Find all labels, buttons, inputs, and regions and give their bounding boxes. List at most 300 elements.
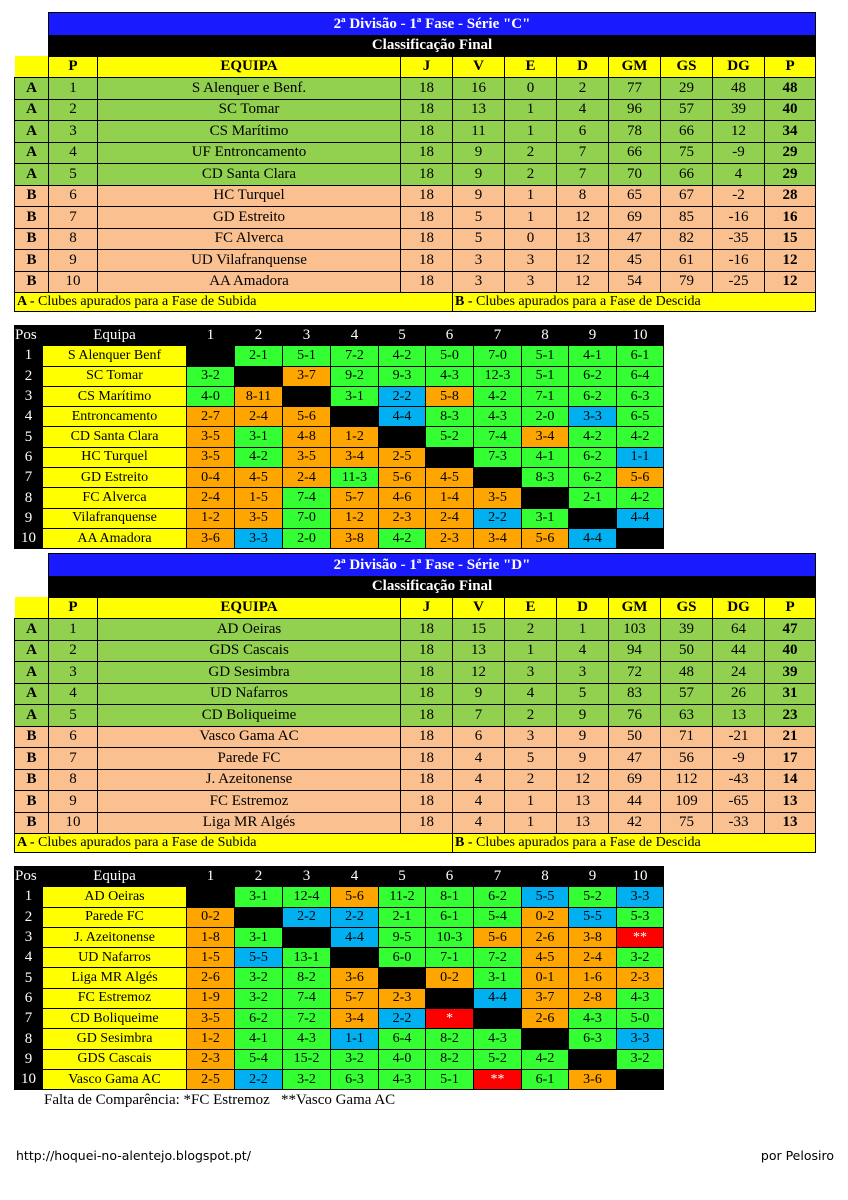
goal-diff: -33	[713, 812, 765, 834]
goal-diff: 48	[713, 78, 765, 100]
group-label: A	[15, 683, 49, 705]
result-cell: 8-2	[426, 1029, 474, 1049]
group-label: A	[15, 619, 49, 641]
result-cell: 4-4	[569, 528, 617, 548]
points: 34	[765, 121, 816, 143]
position: 2	[49, 99, 98, 121]
goals-against: 39	[661, 619, 713, 641]
team-name: AA Amadora	[98, 271, 401, 293]
group-label: A	[15, 662, 49, 684]
matrix-header-opponent: 1	[187, 326, 235, 346]
matrix-team-name: FC Alverca	[43, 488, 187, 508]
matrix-row	[15, 386, 664, 406]
result-cell: 4-0	[379, 1049, 426, 1069]
draws: 3	[505, 271, 557, 293]
goals-against: 85	[661, 207, 713, 229]
team-name: AD Oeiras	[98, 619, 401, 641]
goals-for: 69	[609, 207, 661, 229]
played: 18	[401, 705, 453, 727]
team-name: UF Entroncamento	[98, 142, 401, 164]
standings-row	[15, 228, 816, 250]
result-cell: 3-1	[235, 887, 283, 907]
serie-c-standings	[14, 12, 816, 312]
draws: 2	[505, 142, 557, 164]
result-cell: 3-2	[187, 366, 235, 386]
matrix-header-opponent: 4	[331, 326, 379, 346]
col-header-v: V	[453, 597, 505, 619]
matrix-row	[15, 1069, 664, 1089]
result-cell	[617, 1069, 664, 1089]
result-cell: 5-3	[617, 907, 664, 927]
col-header-p: P	[765, 597, 816, 619]
losses: 12	[557, 271, 609, 293]
points: 14	[765, 769, 816, 791]
points: 40	[765, 99, 816, 121]
team-name: FC Alverca	[98, 228, 401, 250]
draws: 0	[505, 78, 557, 100]
matrix-position: 8	[15, 1029, 43, 1049]
result-cell	[331, 407, 379, 427]
goals-for: 70	[609, 164, 661, 186]
matrix-header-opponent: 8	[522, 326, 569, 346]
played: 18	[401, 812, 453, 834]
result-cell: 9-2	[331, 366, 379, 386]
goals-against: 66	[661, 164, 713, 186]
goals-against: 79	[661, 271, 713, 293]
standings-row	[15, 142, 816, 164]
losses: 13	[557, 812, 609, 834]
draws: 1	[505, 121, 557, 143]
result-cell: 3-3	[569, 407, 617, 427]
matrix-row	[15, 927, 664, 947]
points: 47	[765, 619, 816, 641]
goals-for: 44	[609, 791, 661, 813]
result-cell	[522, 488, 569, 508]
team-name: UD Nafarros	[98, 683, 401, 705]
played: 18	[401, 121, 453, 143]
matrix-row	[15, 508, 664, 528]
goals-for: 76	[609, 705, 661, 727]
matrix-row	[15, 887, 664, 907]
matrix-position: 3	[15, 927, 43, 947]
result-cell: 4-6	[379, 488, 426, 508]
played: 18	[401, 271, 453, 293]
position: 9	[49, 791, 98, 813]
result-cell: 2-4	[235, 407, 283, 427]
result-cell: 12-3	[474, 366, 522, 386]
standings-row	[15, 185, 816, 207]
result-cell: 2-0	[283, 528, 331, 548]
matrix-team-name: AD Oeiras	[43, 887, 187, 907]
col-header-e: E	[505, 597, 557, 619]
group-label: A	[15, 142, 49, 164]
result-cell: 6-1	[522, 1069, 569, 1089]
draws: 1	[505, 99, 557, 121]
result-cell: 4-3	[569, 1009, 617, 1029]
matrix-position: 3	[15, 386, 43, 406]
col-header-gm: GM	[609, 597, 661, 619]
result-cell: 7-0	[474, 346, 522, 366]
result-cell: 4-4	[474, 988, 522, 1008]
group-label: B	[15, 791, 49, 813]
goals-against: 112	[661, 769, 713, 791]
matrix-header-opponent: 9	[569, 326, 617, 346]
result-cell	[235, 366, 283, 386]
points: 29	[765, 164, 816, 186]
wins: 16	[453, 78, 505, 100]
group-label: B	[15, 207, 49, 229]
matrix-header-opponent: 3	[283, 867, 331, 887]
points: 31	[765, 683, 816, 705]
draws: 2	[505, 619, 557, 641]
serie-c-header-row	[15, 56, 816, 78]
goal-diff: -25	[713, 271, 765, 293]
draws: 1	[505, 207, 557, 229]
result-cell	[474, 468, 522, 488]
forfeit-note: Falta de Comparência: *FC Estremoz **Vasco Gama AC	[44, 1092, 396, 1108]
losses: 1	[557, 619, 609, 641]
result-cell: 2-3	[379, 508, 426, 528]
wins: 9	[453, 185, 505, 207]
result-cell: 4-4	[331, 927, 379, 947]
result-cell: 4-3	[379, 1069, 426, 1089]
matrix-row	[15, 427, 664, 447]
result-cell: 5-6	[283, 407, 331, 427]
result-cell: 5-6	[522, 528, 569, 548]
result-cell	[426, 988, 474, 1008]
matrix-team-name: GDS Cascais	[43, 1049, 187, 1069]
wins: 13	[453, 640, 505, 662]
losses: 12	[557, 250, 609, 272]
result-cell: 3-6	[331, 968, 379, 988]
losses: 7	[557, 142, 609, 164]
matrix-row	[15, 366, 664, 386]
result-cell: 4-3	[617, 988, 664, 1008]
result-cell: 9-5	[379, 927, 426, 947]
matrix-header-opponent: 3	[283, 326, 331, 346]
group-label: B	[15, 250, 49, 272]
draws: 3	[505, 726, 557, 748]
goals-for: 45	[609, 250, 661, 272]
result-cell: 2-5	[187, 1069, 235, 1089]
matrix-row	[15, 907, 664, 927]
group-label: B	[15, 185, 49, 207]
result-cell: 2-2	[379, 386, 426, 406]
matrix-team-name: FC Estremoz	[43, 988, 187, 1008]
result-cell: 7-4	[474, 427, 522, 447]
position: 6	[49, 726, 98, 748]
serie-d-title: 2ª Divisão - 1ª Fase - Série "D"	[49, 554, 816, 577]
matrix-header-opponent: 10	[617, 326, 664, 346]
result-cell	[187, 346, 235, 366]
matrix-header-opponent: 6	[426, 326, 474, 346]
result-cell: 8-3	[522, 468, 569, 488]
matrix-team-name: CD Santa Clara	[43, 427, 187, 447]
team-name: Vasco Gama AC	[98, 726, 401, 748]
result-cell: 2-2	[331, 907, 379, 927]
group-label: A	[15, 99, 49, 121]
goals-against: 57	[661, 683, 713, 705]
team-name: GD Sesimbra	[98, 662, 401, 684]
matrix-header-team: Equipa	[43, 326, 187, 346]
position: 6	[49, 185, 98, 207]
matrix-position: 8	[15, 488, 43, 508]
result-cell: 4-1	[569, 346, 617, 366]
group-label: A	[15, 640, 49, 662]
col-header-d: D	[557, 56, 609, 78]
result-cell: 5-7	[331, 988, 379, 1008]
result-cell: 5-8	[426, 386, 474, 406]
position: 9	[49, 250, 98, 272]
result-cell: 7-4	[283, 488, 331, 508]
standings-row	[15, 99, 816, 121]
matrix-position: 9	[15, 1049, 43, 1069]
standings-row	[15, 769, 816, 791]
draws: 1	[505, 812, 557, 834]
footer-author: por Pelosiro	[760, 1148, 834, 1163]
result-cell: 4-8	[283, 427, 331, 447]
result-cell: 3-2	[617, 948, 664, 968]
matrix-position: 7	[15, 1009, 43, 1029]
result-cell: 4-2	[617, 427, 664, 447]
standings-row	[15, 726, 816, 748]
goal-diff: 26	[713, 683, 765, 705]
draws: 1	[505, 640, 557, 662]
result-cell: 2-6	[522, 1009, 569, 1029]
goals-for: 42	[609, 812, 661, 834]
result-cell: 4-1	[522, 447, 569, 467]
points: 40	[765, 640, 816, 662]
result-cell: 7-3	[474, 447, 522, 467]
result-cell: 7-1	[522, 386, 569, 406]
result-cell: 3-8	[331, 528, 379, 548]
result-cell: 6-2	[569, 386, 617, 406]
col-header-equipa: EQUIPA	[98, 597, 401, 619]
matrix-position: 2	[15, 907, 43, 927]
group-label: B	[15, 769, 49, 791]
matrix-row	[15, 988, 664, 1008]
group-label: A	[15, 78, 49, 100]
group-label: B	[15, 726, 49, 748]
played: 18	[401, 619, 453, 641]
team-name: GD Estreito	[98, 207, 401, 229]
result-cell: 0-2	[187, 907, 235, 927]
position: 10	[49, 271, 98, 293]
goals-for: 96	[609, 99, 661, 121]
result-cell	[379, 427, 426, 447]
matrix-position: 5	[15, 968, 43, 988]
result-cell: 7-0	[283, 508, 331, 528]
matrix-header-opponent: 6	[426, 867, 474, 887]
serie-c-results-matrix	[14, 325, 664, 549]
serie-d-results-matrix	[14, 866, 664, 1090]
points: 17	[765, 748, 816, 770]
result-cell: 6-2	[569, 468, 617, 488]
result-cell: 3-2	[235, 988, 283, 1008]
result-cell: 4-5	[522, 948, 569, 968]
matrix-position: 6	[15, 447, 43, 467]
standings-row	[15, 78, 816, 100]
result-cell: 6-3	[569, 1029, 617, 1049]
serie-c-title: 2ª Divisão - 1ª Fase - Série "C"	[49, 13, 816, 36]
goals-for: 47	[609, 748, 661, 770]
result-cell: 3-2	[283, 1069, 331, 1089]
wins: 15	[453, 619, 505, 641]
result-cell: 2-4	[187, 488, 235, 508]
result-cell: 13-1	[283, 948, 331, 968]
points: 48	[765, 78, 816, 100]
result-cell: 7-2	[331, 346, 379, 366]
result-cell: 9-3	[379, 366, 426, 386]
matrix-position: 10	[15, 528, 43, 548]
matrix-header-opponent: 2	[235, 867, 283, 887]
serie-d-subtitle: Classificação Final	[49, 577, 816, 598]
result-cell: **	[474, 1069, 522, 1089]
losses: 4	[557, 640, 609, 662]
result-cell	[187, 887, 235, 907]
matrix-position: 10	[15, 1069, 43, 1089]
result-cell: 3-2	[617, 1049, 664, 1069]
result-cell: 5-1	[283, 346, 331, 366]
result-cell: 3-5	[187, 427, 235, 447]
result-cell: 2-1	[379, 907, 426, 927]
matrix-header-row	[15, 867, 664, 887]
result-cell: *	[426, 1009, 474, 1029]
standings-row	[15, 791, 816, 813]
losses: 2	[557, 78, 609, 100]
matrix-row	[15, 968, 664, 988]
result-cell: 6-2	[569, 447, 617, 467]
played: 18	[401, 142, 453, 164]
wins: 9	[453, 142, 505, 164]
result-cell: 3-3	[617, 887, 664, 907]
team-name: J. Azeitonense	[98, 769, 401, 791]
goals-against: 67	[661, 185, 713, 207]
col-header-gs: GS	[661, 56, 713, 78]
result-cell: 1-2	[187, 508, 235, 528]
result-cell: 5-2	[569, 887, 617, 907]
team-name: UD Vilafranquense	[98, 250, 401, 272]
col-header-dg: DG	[713, 597, 765, 619]
result-cell: 2-0	[522, 407, 569, 427]
draws: 1	[505, 185, 557, 207]
col-header-p: P	[765, 56, 816, 78]
result-cell	[569, 508, 617, 528]
matrix-position: 1	[15, 887, 43, 907]
result-cell: 11-2	[379, 887, 426, 907]
result-cell: 7-2	[283, 1009, 331, 1029]
matrix-row	[15, 488, 664, 508]
matrix-header-pos: Pos	[15, 867, 43, 887]
result-cell: 4-3	[426, 366, 474, 386]
goal-diff: -21	[713, 726, 765, 748]
result-cell: 3-6	[569, 1069, 617, 1089]
result-cell: 2-1	[235, 346, 283, 366]
played: 18	[401, 791, 453, 813]
result-cell: 2-3	[617, 968, 664, 988]
points: 16	[765, 207, 816, 229]
group-label: A	[15, 121, 49, 143]
result-cell: 2-7	[187, 407, 235, 427]
result-cell: 3-8	[569, 927, 617, 947]
col-header-gm: GM	[609, 56, 661, 78]
result-cell: 6-2	[474, 887, 522, 907]
result-cell: 7-1	[426, 948, 474, 968]
played: 18	[401, 662, 453, 684]
losses: 4	[557, 99, 609, 121]
matrix-position: 6	[15, 988, 43, 1008]
result-cell: 5-7	[331, 488, 379, 508]
standings-row	[15, 640, 816, 662]
result-cell: 2-2	[283, 907, 331, 927]
result-cell: 4-2	[379, 528, 426, 548]
result-cell: 4-2	[522, 1049, 569, 1069]
result-cell: 3-4	[331, 1009, 379, 1029]
position: 2	[49, 640, 98, 662]
goal-diff: 44	[713, 640, 765, 662]
group-label: B	[15, 228, 49, 250]
result-cell: 3-5	[474, 488, 522, 508]
result-cell: 3-1	[235, 427, 283, 447]
legend-a: A - Clubes apurados para a Fase de Subida	[15, 293, 453, 312]
col-header-e: E	[505, 56, 557, 78]
result-cell: 15-2	[283, 1049, 331, 1069]
matrix-header-opponent: 8	[522, 867, 569, 887]
result-cell: 2-2	[474, 508, 522, 528]
team-name: Parede FC	[98, 748, 401, 770]
result-cell: 4-2	[235, 447, 283, 467]
losses: 9	[557, 726, 609, 748]
result-cell: 8-2	[283, 968, 331, 988]
goals-against: 109	[661, 791, 713, 813]
result-cell: 8-3	[426, 407, 474, 427]
losses: 3	[557, 662, 609, 684]
result-cell: 4-4	[379, 407, 426, 427]
draws: 2	[505, 705, 557, 727]
matrix-row	[15, 528, 664, 548]
team-name: CD Santa Clara	[98, 164, 401, 186]
group-label: B	[15, 271, 49, 293]
matrix-header-opponent: 9	[569, 867, 617, 887]
group-label: B	[15, 812, 49, 834]
goals-against: 71	[661, 726, 713, 748]
losses: 7	[557, 164, 609, 186]
result-cell	[474, 1009, 522, 1029]
draws: 3	[505, 250, 557, 272]
result-cell: 2-2	[379, 1009, 426, 1029]
col-header-d: D	[557, 597, 609, 619]
result-cell: 5-0	[426, 346, 474, 366]
played: 18	[401, 185, 453, 207]
result-cell	[617, 528, 664, 548]
result-cell: 7-4	[283, 988, 331, 1008]
standings-row	[15, 271, 816, 293]
wins: 4	[453, 769, 505, 791]
result-cell: 3-5	[283, 447, 331, 467]
col-header-j: J	[401, 56, 453, 78]
result-cell: 1-5	[187, 948, 235, 968]
goals-against: 61	[661, 250, 713, 272]
matrix-team-name: Entroncamento	[43, 407, 187, 427]
result-cell: 10-3	[426, 927, 474, 947]
matrix-header-opponent: 10	[617, 867, 664, 887]
result-cell: 0-2	[522, 907, 569, 927]
goals-against: 57	[661, 99, 713, 121]
played: 18	[401, 640, 453, 662]
result-cell: 2-5	[379, 447, 426, 467]
wins: 12	[453, 662, 505, 684]
position: 1	[49, 619, 98, 641]
